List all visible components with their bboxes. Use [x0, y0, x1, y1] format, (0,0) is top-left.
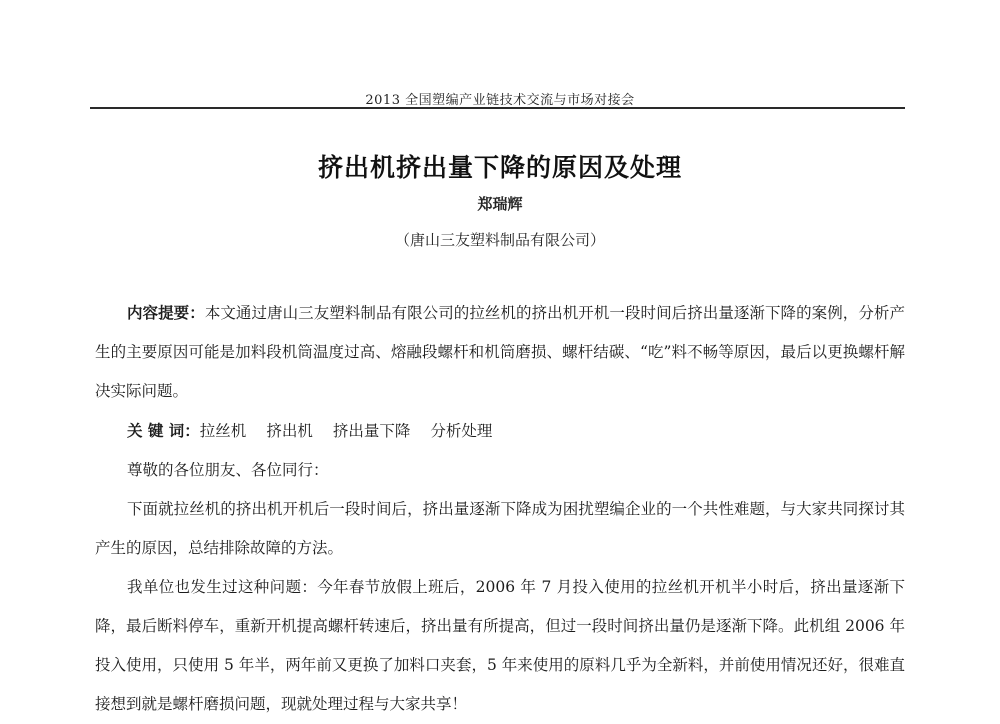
greeting-paragraph: 尊敬的各位朋友、各位同行： — [127, 461, 329, 479]
abstract-label: 内容提要： — [127, 303, 205, 322]
keyword-item: 拉丝机 — [199, 422, 247, 440]
keyword-item: 分析处理 — [430, 422, 493, 440]
keywords-label: 关 键 词： — [127, 421, 200, 440]
paper-body — [95, 293, 905, 724]
paper-title: 挤出机挤出量下降的原因及处理 — [317, 153, 682, 182]
keyword-item: 挤出机 — [266, 422, 313, 440]
author-name: 郑瑞辉 — [477, 195, 523, 213]
running-header: 2013 全国塑编产业链技术交流与市场对接会 — [365, 93, 635, 108]
author-affiliation: （唐山三友塑料制品有限公司） — [394, 231, 605, 249]
keyword-item: 挤出量下降 — [332, 422, 411, 440]
body-paragraph: 我单位也发生过这种问题：今年春节放假上班后，2006 年 7 月投入使用的拉丝机开机半小时后，挤出量逐渐下降，最后断料停车，重新开机提高螺杆转速后，挤出量有所提高，但过一段时间挤出量仍是逐渐下降。此机组 2006 年投入使用，只使用 5 年半，两年前又更换了加料口夹套，5 年来使用的原料几乎为全新料，并前使用情况还好，很难直接想到就是螺杆磨损问题，现就处理过程与大家共享！ — [95, 578, 905, 713]
abstract-text: 本文通过唐山三友塑料制品有限公司的拉丝机的挤出机开机一段时间后挤出量逐渐下降的案例，分析产生的主要原因可能是加料段机筒温度过高、熔融段螺杆和机筒磨损、螺杆结碳、“吃”料不畅等原因，最后以更换螺杆解决实际问题。 — [95, 304, 905, 400]
abstract-paragraph — [95, 293, 905, 411]
keywords-paragraph — [95, 411, 905, 451]
body-paragraph: 下面就拉丝机的挤出机开机后一段时间后，挤出量逐渐下降成为困扰塑编企业的一个共性难题，与大家共同探讨其产生的原因，总结排除故障的方法。 — [95, 500, 905, 557]
header-rule — [90, 107, 905, 109]
